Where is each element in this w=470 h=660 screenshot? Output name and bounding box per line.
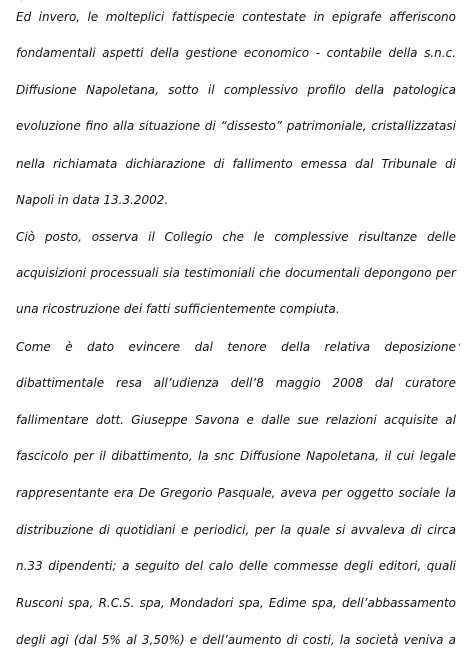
text-line: Rusconi spa, R.C.S. spa, Mondadori spa, Edime spa, dell’abbassamento <box>16 596 456 610</box>
text-line: nella richiamata dichiarazione di fallimento emessa dal Tribunale di <box>16 157 456 171</box>
text-line: una ricostruzione dei fatti sufficientemente compiuta. <box>16 302 340 316</box>
text-line: rappresentante era De Gregorio Pasquale, aveva per oggetto sociale la <box>16 486 456 500</box>
text-line: evoluzione fino alla situazione di “dissesto” patrimoniale, cristallizzatasi <box>16 119 456 133</box>
text-line: fondamentali aspetti della gestione economico - contabile della s.n.c. <box>16 46 456 60</box>
text-line: acquisizioni processuali sia testimoniali che documentali depongono per <box>16 266 456 280</box>
stray-mark: ' <box>458 343 461 353</box>
text-line: Come è dato evincere dal tenore della relativa deposizione <box>16 340 456 354</box>
text-line: n.33 dipendenti; a seguito del calo delle commesse degli editori, quali <box>16 559 456 573</box>
text-line: fascicolo per il dibattimento, la snc Diffusione Napoletana, il cui legale <box>16 449 456 463</box>
text-line: distribuzione di quotidiani e periodici, per la quale si avvaleva di circa <box>16 523 456 537</box>
text-line: dibattimentale resa all’udienza dell’8 maggio 2008 dal curatore <box>16 376 456 390</box>
text-line: fallimentare dott. Giuseppe Savona e dalle sue relazioni acquisite al <box>16 413 456 427</box>
text-line: Ciò posto, osserva il Collegio che le complessive risultanze delle <box>16 230 456 244</box>
text-line: Diffusione Napoletana, sotto il complessivo profilo della patologica <box>16 83 456 97</box>
stray-mark: ` <box>19 0 24 9</box>
text-line: degli agi (dal 5% al 3,50%) e dell’aumento di costi, la società veniva a <box>16 633 456 647</box>
text-line: Napoli in data 13.3.2002. <box>16 193 169 207</box>
text-line: Ed invero, le molteplici fattispecie contestate in epigrafe afferiscono <box>16 10 456 24</box>
